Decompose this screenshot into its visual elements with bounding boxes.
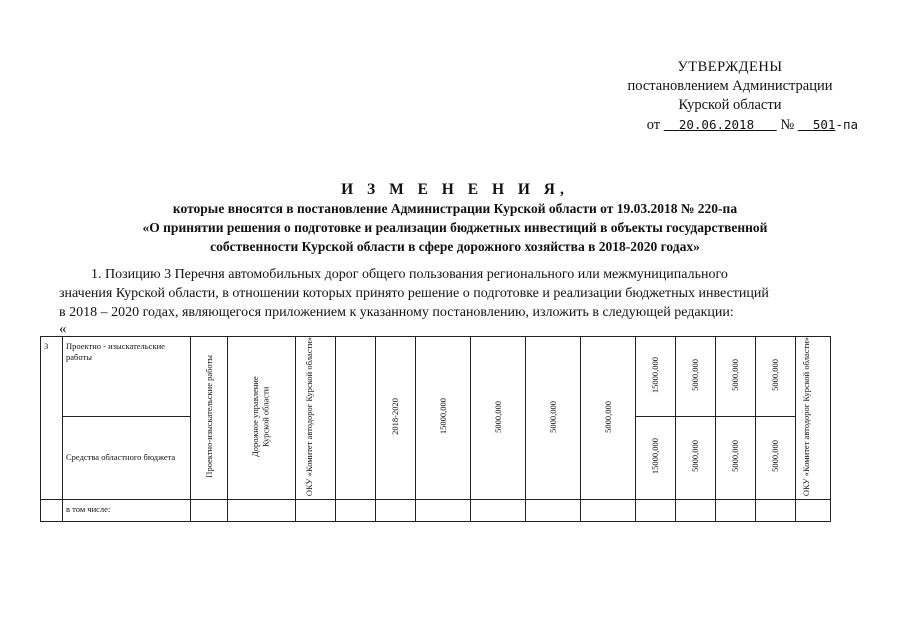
paragraph-line-3: в 2018 – 2020 годах, являющегося приложением к указанному постановлению, изложить в следующей редакции: [59, 305, 734, 320]
blank-12 [636, 499, 676, 521]
heading-line-1: которые вносятся в постановление Администрации Курской области от 19.03.2018 № 220-па [172, 201, 738, 216]
blank-5 [296, 499, 336, 521]
top-value-4: 5000,000 [756, 337, 796, 417]
open-quote: « [59, 321, 67, 337]
blank-6 [336, 499, 376, 521]
blank-7 [376, 499, 416, 521]
bottom-value-3: 5000,000 [716, 416, 756, 499]
approval-number: 501 [812, 117, 836, 132]
document-heading [60, 180, 850, 256]
blank-16 [796, 499, 831, 521]
bottom-value-2: 5000,000 [676, 416, 716, 499]
top-value-2: 5000,000 [676, 337, 716, 417]
blank-3 [191, 499, 228, 521]
approval-date: 20.06.2018 [678, 117, 755, 132]
heading-line-3: собственности Курской области в сфере дорожного хозяйства в 2018-2020 годах» [210, 239, 700, 254]
executor-cell: ОКУ «Комитет автодорог Курской области» [296, 337, 336, 500]
blank-15 [756, 499, 796, 521]
approval-block [600, 58, 860, 135]
period-cell: 2018-2020 [376, 337, 416, 500]
blank-9 [471, 499, 526, 521]
work-type-cell: Проектно-изыскательские работы [191, 337, 228, 500]
row-number-cell: 3 [41, 337, 63, 500]
number-prefix: № [780, 117, 795, 133]
heading-title: И З М Е Н Е Н И Я, [341, 181, 569, 198]
blank-13 [676, 499, 716, 521]
approval-line-1: постановлением Администрации [627, 78, 833, 94]
number-suffix: -па [835, 117, 858, 132]
customer-cell: Дорожное управление Курской области [228, 337, 296, 500]
empty-cell [336, 337, 376, 500]
investment-table [40, 336, 831, 522]
executor-right-cell: ОКУ «Комитет автодорог Курской области» [796, 337, 831, 500]
approval-title: УТВЕРЖДЕНЫ [677, 59, 783, 75]
date-prefix: от [646, 117, 661, 133]
paragraph-line-2: значения Курской области, в отношении которых принято решение о подготовке и реализации бюджетных инвестиций [59, 286, 769, 301]
blank-11 [581, 499, 636, 521]
approval-line-2: Курской области [678, 97, 782, 113]
approval-date-line [600, 115, 860, 135]
label-design-cell: Проектно - изыскательские работы [63, 337, 191, 417]
paragraph-line-1: 1. Позицию 3 Перечня автомобильных дорог общего пользования регионального или межмуниципального [91, 267, 728, 282]
label-including-cell: в том числе: [63, 499, 191, 521]
label-budget-cell: Средства областного бюджета [63, 416, 191, 499]
y2018-cell: 5000,000 [471, 337, 526, 500]
including-empty-cell [41, 499, 63, 521]
body-paragraph [59, 265, 842, 322]
blank-4 [228, 499, 296, 521]
y2019-cell: 5000,000 [526, 337, 581, 500]
heading-line-2: «О принятии решения о подготовке и реализации бюджетных инвестиций в объекты государственной [142, 220, 768, 235]
top-value-3: 5000,000 [716, 337, 756, 417]
blank-10 [526, 499, 581, 521]
blank-8 [416, 499, 471, 521]
total-cell: 15000,000 [416, 337, 471, 500]
y2020-cell: 5000,000 [581, 337, 636, 500]
blank-14 [716, 499, 756, 521]
bottom-value-1: 15000,000 [636, 416, 676, 499]
top-value-1: 15000,000 [636, 337, 676, 417]
bottom-value-4: 5000,000 [756, 416, 796, 499]
